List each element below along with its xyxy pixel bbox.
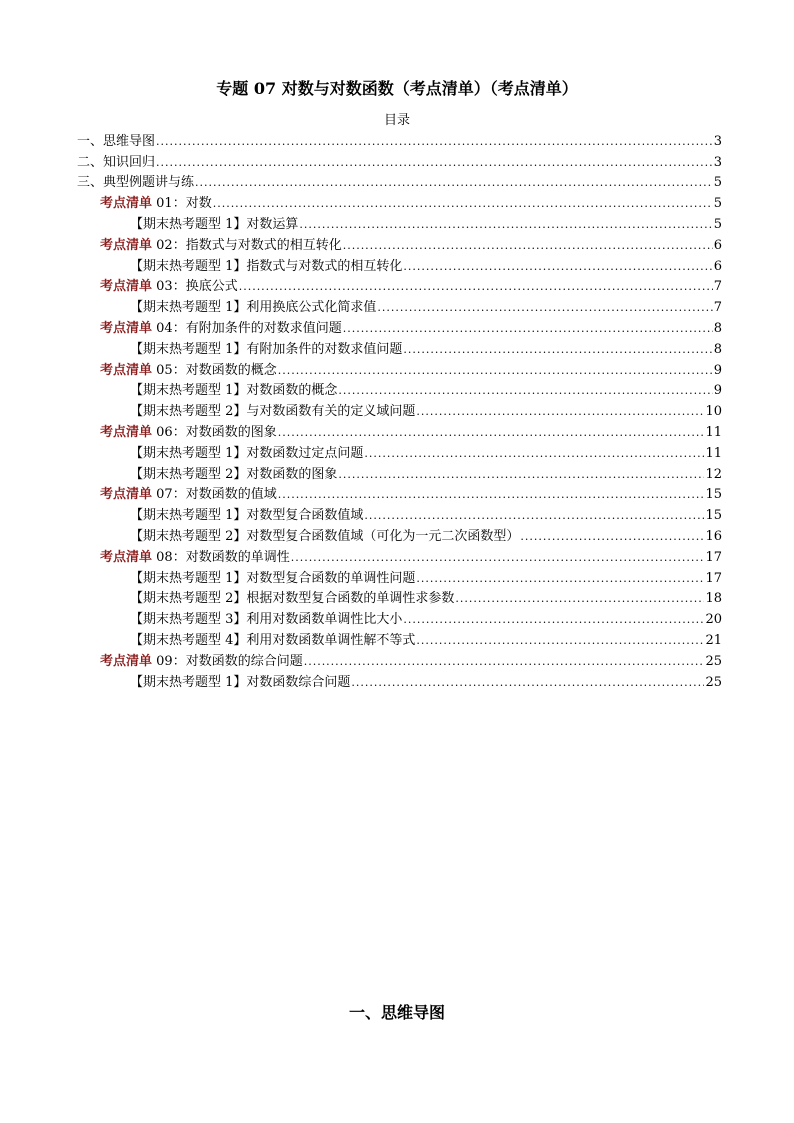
toc-page-number: 10 <box>705 404 722 420</box>
toc-entry-label <box>130 258 402 276</box>
toc-entry[interactable] <box>77 629 722 650</box>
toc-entry-text: 【期末热考题型 1】对数型复合函数的单调性问题 <box>130 570 416 586</box>
toc-leader-dots <box>299 216 712 234</box>
toc-keyword: 考点清单 <box>100 320 153 336</box>
toc-page-number: 11 <box>705 424 722 440</box>
toc-entry-text: 【期末热考题型 2】对数函数的图象 <box>130 466 338 482</box>
toc-entry[interactable] <box>77 151 722 172</box>
toc-page-number: 25 <box>705 653 722 669</box>
toc-leader-dots <box>278 486 705 504</box>
toc-entry[interactable] <box>77 484 722 505</box>
toc-keyword: 考点清单 <box>100 279 153 295</box>
toc-page-number: 9 <box>713 362 722 378</box>
toc-entry-text: 【期末热考题型 2】根据对数型复合函数的单调性求参数 <box>130 591 455 607</box>
toc-leader-dots <box>455 590 704 608</box>
toc-keyword: 考点清单 <box>100 362 153 378</box>
toc-entry-label <box>130 674 350 692</box>
toc-leader-dots <box>364 507 704 525</box>
toc-leader-dots <box>343 237 713 255</box>
toc-entry-text: 07：对数函数的值域 <box>152 487 277 503</box>
toc-entry[interactable] <box>77 463 722 484</box>
toc-entry-label <box>130 590 454 608</box>
toc-leader-dots <box>278 362 713 380</box>
table-of-contents <box>77 130 722 692</box>
toc-entry[interactable] <box>77 359 722 380</box>
section-heading: 一、思维导图 <box>348 1003 445 1022</box>
toc-entry[interactable] <box>77 255 722 276</box>
toc-entry[interactable] <box>77 525 722 546</box>
toc-leader-dots <box>403 258 712 276</box>
toc-leader-dots <box>351 674 704 692</box>
toc-entry[interactable] <box>77 421 722 442</box>
toc-leader-dots <box>278 424 705 442</box>
toc-entry-text: 【期末热考题型 1】对数函数过定点问题 <box>130 445 364 461</box>
toc-keyword: 考点清单 <box>100 424 153 440</box>
toc-keyword: 考点清单 <box>100 196 153 212</box>
toc-entry[interactable] <box>77 296 722 317</box>
toc-leader-dots <box>403 611 704 629</box>
toc-page-number: 8 <box>713 341 722 357</box>
toc-entry-label <box>100 653 303 671</box>
toc-entry-label <box>130 403 415 421</box>
toc-leader-dots <box>156 133 713 151</box>
toc-entry-label <box>130 632 415 650</box>
toc-keyword: 考点清单 <box>100 487 153 503</box>
toc-entry-label <box>130 528 519 546</box>
toc-entry-label <box>100 195 212 213</box>
toc-page-number: 3 <box>713 133 722 149</box>
toc-entry[interactable] <box>77 130 722 151</box>
toc-leader-dots <box>520 528 704 546</box>
toc-entry-text: 【期末热考题型 1】对数型复合函数值域 <box>130 508 364 524</box>
toc-page-number: 17 <box>705 549 722 565</box>
toc-page-number: 15 <box>705 487 722 503</box>
toc-leader-dots <box>416 570 704 588</box>
toc-entry-label <box>100 278 238 296</box>
toc-entry-text: 【期末热考题型 1】利用换底公式化简求值 <box>130 300 377 316</box>
toc-entry[interactable] <box>77 213 722 234</box>
toc-page-number: 20 <box>705 612 722 628</box>
toc-page-number: 16 <box>705 528 722 544</box>
toc-leader-dots <box>156 154 713 172</box>
toc-entry-label <box>77 174 194 192</box>
toc-page-number: 11 <box>705 445 722 461</box>
toc-entry-text: 06：对数函数的图象 <box>152 424 277 440</box>
toc-entry-text: 09：对数函数的综合问题 <box>152 653 303 669</box>
toc-page-number: 18 <box>705 591 722 607</box>
toc-entry-label <box>100 320 342 338</box>
toc-entry-text: 一、思维导图 <box>77 133 156 149</box>
toc-leader-dots <box>338 382 712 400</box>
toc-entry-text: 【期末热考题型 1】对数函数综合问题 <box>130 674 351 690</box>
toc-entry[interactable] <box>77 567 722 588</box>
toc-entry-label <box>100 237 342 255</box>
toc-entry-label <box>130 299 376 317</box>
toc-heading: 目录 <box>383 113 410 128</box>
toc-entry[interactable] <box>77 380 722 401</box>
toc-entry-label <box>77 133 155 151</box>
toc-leader-dots <box>213 195 713 213</box>
toc-entry-label <box>100 424 277 442</box>
toc-entry-label <box>100 549 290 567</box>
toc-leader-dots <box>377 299 712 317</box>
toc-entry-label <box>100 362 277 380</box>
toc-entry-label <box>130 466 337 484</box>
toc-keyword: 考点清单 <box>100 237 153 253</box>
toc-leader-dots <box>416 632 704 650</box>
toc-page-number: 12 <box>705 466 722 482</box>
toc-leader-dots <box>304 653 705 671</box>
toc-entry-text: 08：对数函数的单调性 <box>152 549 290 565</box>
toc-page-number: 15 <box>705 508 722 524</box>
toc-entry-text: 【期末热考题型 2】与对数函数有关的定义域问题 <box>130 404 416 420</box>
toc-entry[interactable] <box>77 317 722 338</box>
toc-entry-text: 二、知识回归 <box>77 154 156 170</box>
toc-entry-label <box>130 216 298 234</box>
toc-entry-text: 【期末热考题型 3】利用对数函数单调性比大小 <box>130 612 403 628</box>
toc-leader-dots <box>403 341 712 359</box>
toc-entry-text: 【期末热考题型 1】有附加条件的对数求值问题 <box>130 341 403 357</box>
document-title: 专题 07 对数与对数函数（考点清单）（考点清单） <box>216 79 578 98</box>
toc-page-number: 5 <box>713 216 722 232</box>
toc-entry[interactable] <box>77 338 722 359</box>
toc-entry-text: 04：有附加条件的对数求值问题 <box>152 320 342 336</box>
toc-entry-text: 【期末热考题型 1】对数运算 <box>130 216 299 232</box>
toc-page-number: 9 <box>713 383 722 399</box>
toc-entry-label <box>130 611 402 629</box>
toc-entry-label <box>130 341 402 359</box>
toc-entry-text: 【期末热考题型 1】对数函数的概念 <box>130 383 338 399</box>
toc-page-number: 3 <box>713 154 722 170</box>
toc-page-number: 25 <box>705 674 722 690</box>
toc-page-number: 7 <box>713 279 722 295</box>
toc-page-number: 21 <box>705 632 722 648</box>
toc-page-number: 5 <box>713 175 722 191</box>
toc-entry[interactable] <box>77 504 722 525</box>
toc-entry-label <box>100 486 277 504</box>
toc-entry-label <box>130 507 363 525</box>
toc-page-number: 7 <box>713 300 722 316</box>
toc-keyword: 考点清单 <box>100 653 153 669</box>
toc-entry[interactable] <box>77 608 722 629</box>
toc-page-number: 17 <box>705 570 722 586</box>
toc-entry-text: 03：换底公式 <box>152 279 238 295</box>
toc-entry[interactable] <box>77 400 722 421</box>
toc-page-number: 8 <box>713 320 722 336</box>
toc-entry-label <box>77 154 155 172</box>
toc-entry[interactable] <box>77 671 722 692</box>
toc-leader-dots <box>364 445 704 463</box>
toc-entry-label <box>130 382 337 400</box>
toc-leader-dots <box>338 466 704 484</box>
toc-entry-text: 【期末热考题型 1】指数式与对数式的相互转化 <box>130 258 403 274</box>
toc-leader-dots <box>343 320 713 338</box>
toc-entry-text: 【期末热考题型 4】利用对数函数单调性解不等式 <box>130 632 416 648</box>
toc-entry-label <box>130 570 415 588</box>
toc-entry-text: 【期末热考题型 2】对数型复合函数值域（可化为一元二次函数型） <box>130 528 520 544</box>
toc-page-number: 6 <box>713 258 722 274</box>
toc-entry[interactable] <box>77 650 722 671</box>
toc-leader-dots <box>291 549 705 567</box>
toc-entry-text: 三、典型例题讲与练 <box>77 175 195 191</box>
toc-entry-label <box>130 445 363 463</box>
toc-leader-dots <box>416 403 704 421</box>
toc-entry-text: 05：对数函数的概念 <box>152 362 277 378</box>
toc-entry-text: 02：指数式与对数式的相互转化 <box>152 237 342 253</box>
toc-entry[interactable] <box>77 442 722 463</box>
toc-keyword: 考点清单 <box>100 549 153 565</box>
toc-entry[interactable] <box>77 192 722 213</box>
toc-entry[interactable] <box>77 276 722 297</box>
toc-entry[interactable] <box>77 546 722 567</box>
toc-entry[interactable] <box>77 588 722 609</box>
toc-leader-dots <box>195 174 713 192</box>
toc-entry-text: 01：对数 <box>152 196 212 212</box>
toc-page-number: 6 <box>713 237 722 253</box>
toc-page-number: 5 <box>713 196 722 212</box>
toc-entry[interactable] <box>77 234 722 255</box>
toc-leader-dots <box>239 278 713 296</box>
toc-entry[interactable] <box>77 172 722 193</box>
